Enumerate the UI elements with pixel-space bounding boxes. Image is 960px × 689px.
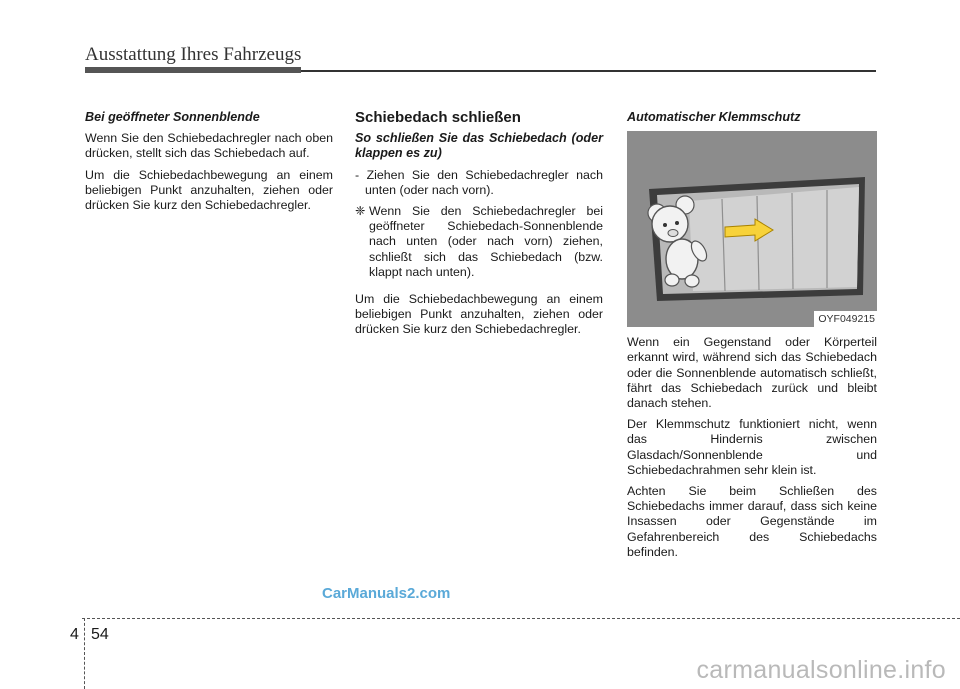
section-header-title: Ausstattung Ihres Fahrzeugs xyxy=(85,44,302,65)
section-heading-close-sunroof: Schiebedach schließen xyxy=(355,109,521,126)
subheading-auto-reverse: Automatischer Klemmschutz xyxy=(627,110,801,124)
note-symbol-icon: ❈ xyxy=(355,204,366,219)
figure-code: OYF049215 xyxy=(814,311,877,327)
header-rule xyxy=(301,70,876,72)
footer-divider xyxy=(84,618,85,689)
note-item xyxy=(355,204,603,280)
paragraph: Wenn Sie den Schiebedachregler nach oben drücken, stellt sich das Schiebedach auf. xyxy=(85,131,333,161)
paragraph: Der Klemmschutz funktioniert nicht, wenn das Hindernis zwischen Glasdach/Sonnenblende und Schiebedachrahmen sehr klein ist. xyxy=(627,417,877,477)
column-middle xyxy=(355,110,603,344)
column-left xyxy=(85,110,333,219)
footer-rule xyxy=(82,618,960,619)
header-accent-bar xyxy=(85,67,301,73)
column-right xyxy=(627,110,877,566)
chapter-number: 4 xyxy=(70,626,79,643)
paragraph: Um die Schiebedachbewegung an einem beliebigen Punkt anzuhalten, ziehen oder drücken Sie kurz den Schiebedachregler. xyxy=(355,292,603,337)
site-watermark: carmanualsonline.info xyxy=(696,656,946,684)
carmanuals-watermark-link[interactable]: CarManuals2.com xyxy=(322,585,451,602)
instruction-item: - Ziehen Sie den Schiebedachregler nach unten (oder nach vorn). xyxy=(355,167,603,197)
paragraph: Achten Sie beim Schließen des Schiebedachs immer darauf, dass sich keine Insassen oder Gegenstände im Gefahrenbereich des Schiebedachs befinden. xyxy=(627,484,877,559)
sunroof-illustration-svg xyxy=(627,131,877,327)
subheading-open-sunshade: Bei geöffneter Sonnenblende xyxy=(85,110,260,124)
page-number: 54 xyxy=(91,626,109,643)
sunroof-pinch-illustration xyxy=(627,131,877,327)
paragraph: Um die Schiebedachbewegung an einem beliebigen Punkt anzuhalten, ziehen oder drücken Sie kurz den Schiebedachregler. xyxy=(85,167,333,213)
subheading-how-to-close: So schließen Sie das Schiebedach (oder klappen es zu) xyxy=(355,131,603,161)
paragraph: Wenn ein Gegenstand oder Körperteil erkannt wird, während sich das Schiebedach oder die Sonnenblende automatisch schließt, fährt das Schiebedach zurück und bleibt danach stehen. xyxy=(627,335,877,411)
note-text: Wenn Sie den Schiebedachregler bei geöffneter Schiebedach-Sonnenblende nach unten (oder nach vorn) ziehen, schließt sich das Schiebedach (bzw. klappt nach unten). xyxy=(369,204,603,279)
